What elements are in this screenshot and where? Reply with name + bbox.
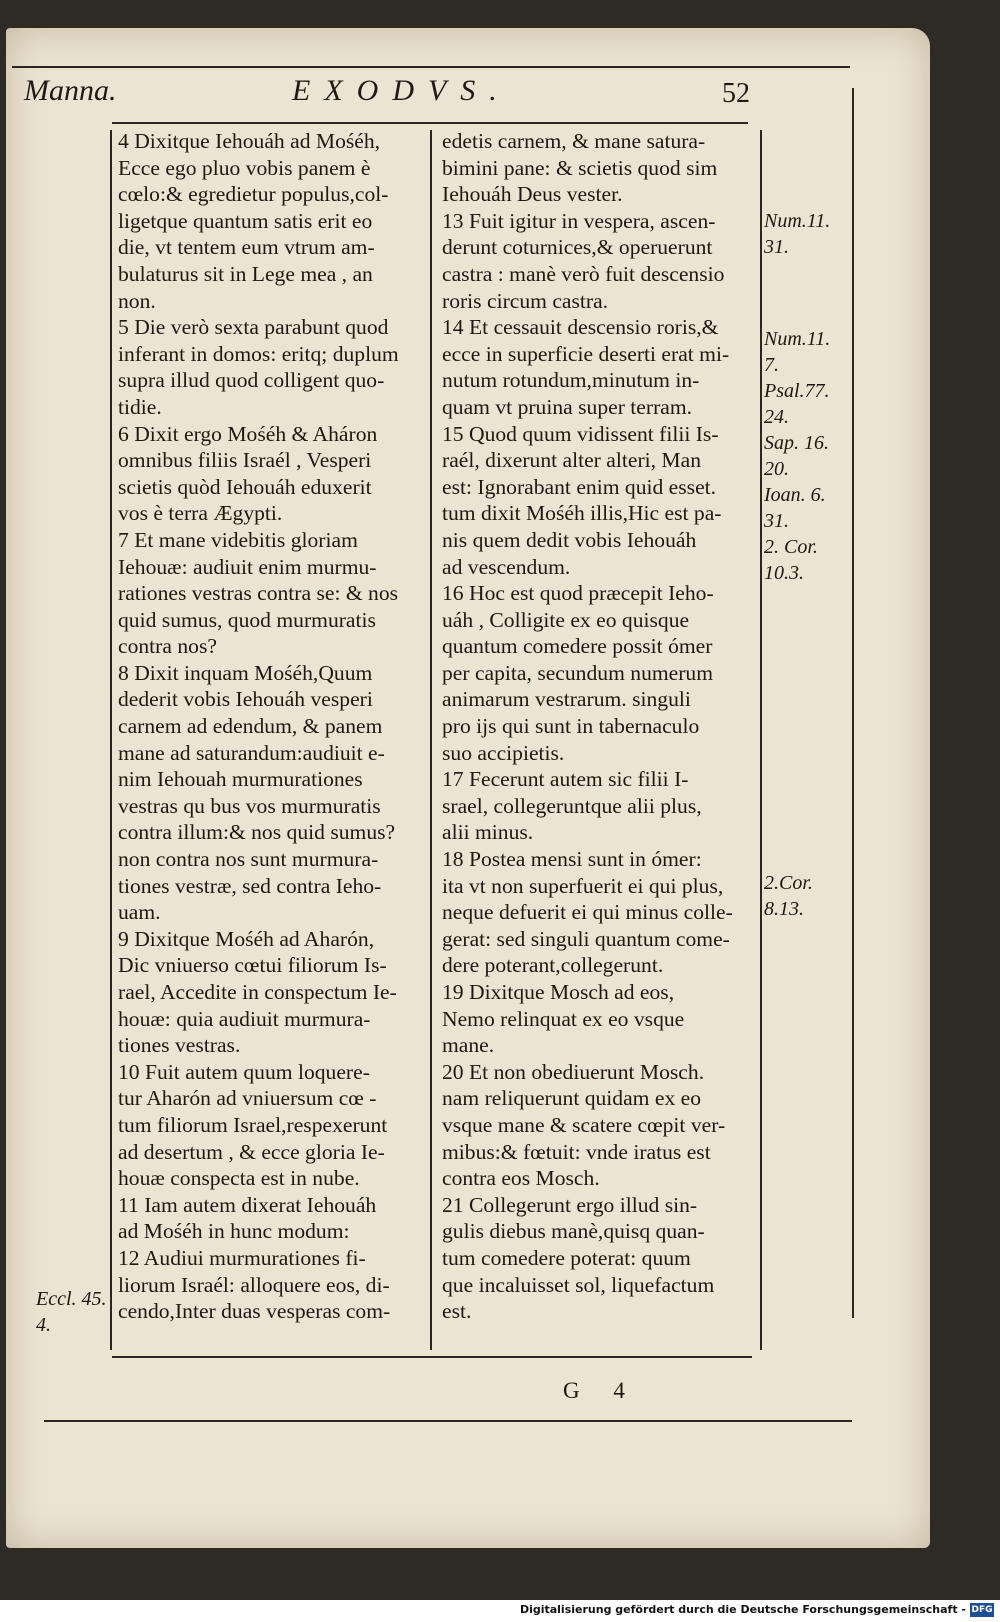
text-line: 18 Postea mensi sunt in ómer: xyxy=(442,847,702,872)
margin-note xyxy=(36,1286,107,1338)
margin-note-ref: Psal.77. xyxy=(764,380,830,402)
text-line: 8 Dixit inquam Mośéh,Quum xyxy=(118,660,373,685)
text-line: pro ijs qui sunt in tabernaculo xyxy=(442,714,700,739)
text-line: non. xyxy=(118,288,156,313)
margin-note xyxy=(764,870,813,922)
right-margin-rule xyxy=(760,130,762,1350)
signature-mark: G 4 xyxy=(563,1378,639,1403)
margin-note-ref: 2.Cor. xyxy=(764,872,813,894)
running-head-left: Manna. xyxy=(24,74,117,107)
text-line: 13 Fuit igitur in vespera, ascen- xyxy=(442,208,716,233)
text-line: 10 Fuit autem quum loquere- xyxy=(118,1059,370,1084)
margin-note-ref: 20. xyxy=(764,458,789,480)
text-line: ad Mośéh in hunc modum: xyxy=(118,1219,350,1244)
margin-note-ref: 31. xyxy=(764,236,789,258)
text-line: 5 Die verò sexta parabunt quod xyxy=(118,315,389,340)
text-line: tiones vestras. xyxy=(118,1033,241,1058)
text-line: dederit vobis Iehouáh vesperi xyxy=(118,687,373,712)
margin-note xyxy=(764,326,830,378)
text-line: 12 Audiui murmurationes fi- xyxy=(118,1245,366,1270)
margin-note-ref: Ioan. 6. xyxy=(764,484,826,506)
text-line: ligetque quantum satis erit eo xyxy=(118,208,373,233)
text-line: scietis quòd Iehouáh eduxerit xyxy=(118,474,372,499)
text-line: neque defuerit ei qui minus colle- xyxy=(442,900,733,925)
dfg-logo: DFG xyxy=(971,1605,993,1615)
text-line: non contra nos sunt murmura- xyxy=(118,847,379,872)
text-line: Dic vniuerso cœtui filiorum Is- xyxy=(118,953,387,978)
text-line: suo accipietis. xyxy=(442,740,565,765)
text-line: vestras qu bus vos murmuratis xyxy=(118,793,381,818)
text-line: rael, Accedite in conspectum Ie- xyxy=(118,980,397,1004)
text-line: roris circum castra. xyxy=(442,288,609,313)
text-line: 20 Et non obediuerunt Mosch. xyxy=(442,1059,705,1084)
text-line: contra illum:& nos quid sumus? xyxy=(118,820,396,845)
text-line: mibus:& fœtuit: vnde iratus est xyxy=(442,1139,711,1164)
text-line: 14 Et cessauit descensio roris,& xyxy=(442,315,719,340)
margin-note-ref: Sap. 16. xyxy=(764,432,829,454)
text-line: ecce in superficie deserti erat mi- xyxy=(442,341,730,366)
text-line: per capita, secundum numerum xyxy=(442,660,714,685)
text-line: que incaluisset sol, liquefactum xyxy=(442,1272,715,1297)
margin-note-ref: 7. xyxy=(764,354,779,376)
text-line: uam. xyxy=(118,900,161,925)
text-line: 4 Dixitque Iehouáh ad Mośéh, xyxy=(118,129,381,153)
text-line: rationes vestras contra se: & nos xyxy=(118,581,399,606)
margin-note-ref: 8.13. xyxy=(764,898,804,920)
running-head-title: EXODVS. xyxy=(292,74,511,107)
text-line: vos è terra Ægypti. xyxy=(118,501,283,526)
text-line: animarum vestrarum. singuli xyxy=(442,687,691,712)
text-line: Ecce ego pluo vobis panem è xyxy=(118,155,371,180)
page-number: 52 xyxy=(722,78,750,109)
text-line: Nemo relinquat ex eo vsque xyxy=(442,1006,685,1031)
margin-note-ref: Num.11. xyxy=(764,210,831,232)
text-line: 11 Iam autem dixerat Iehouáh xyxy=(118,1192,377,1217)
text-line: 9 Dixitque Mośéh ad Aharón, xyxy=(118,926,375,951)
text-line: dere poterant,collegerunt. xyxy=(442,953,664,978)
text-line: est: Ignorabant enim quid esset. xyxy=(442,474,717,499)
text-line: uáh , Colligite ex eo quisque xyxy=(442,607,690,632)
footer-credit: Digitalisierung gefördert durch die Deutsche Forschungsgemeinschaft - xyxy=(519,1603,966,1616)
text-line: tum dixit Mośéh illis,Hic est pa- xyxy=(442,501,722,526)
margin-note xyxy=(764,430,829,482)
text-bottom-rule xyxy=(112,1356,752,1358)
text-line: Iehouæ: audiuit enim murmu- xyxy=(118,554,377,579)
text-line: mane. xyxy=(442,1033,495,1058)
text-line: tiones vestræ, sed contra Ieho- xyxy=(118,873,382,898)
margin-note-ref: 4. xyxy=(36,1314,51,1336)
text-line: liorum Israél: alloquere eos, di- xyxy=(118,1272,390,1297)
text-line: contra nos? xyxy=(118,634,217,659)
text-line: supra illud quod colligent quo- xyxy=(118,368,385,393)
text-line: 19 Dixitque Mosch ad eos, xyxy=(442,980,675,1004)
text-line: cendo,Inter duas vesperas com- xyxy=(118,1299,391,1324)
text-line: alii minus. xyxy=(442,820,534,845)
text-line: derunt coturnices,& operuerunt xyxy=(442,235,713,260)
text-column-right xyxy=(442,128,747,1325)
margin-note xyxy=(764,208,830,260)
text-line: cœlo:& egredietur populus,col- xyxy=(118,182,389,207)
margin-note-ref: 24. xyxy=(764,406,789,428)
text-line: raél, dixerunt alter alteri, Man xyxy=(442,448,702,473)
text-line: omnibus filiis Israél , Vesperi xyxy=(118,448,372,473)
margin-note-ref: 10.3. xyxy=(764,562,804,584)
text-line: gulis diebus manè,quisq quan- xyxy=(442,1219,705,1244)
text-line: 7 Et mane videbitis gloriam xyxy=(118,527,358,552)
margin-note xyxy=(764,378,830,430)
outer-margin-rule xyxy=(852,88,854,1318)
column-divider xyxy=(430,130,432,1350)
text-line: contra eos Mosch. xyxy=(442,1166,600,1191)
text-line: carnem ad edendum, & panem xyxy=(118,714,383,739)
text-line: 15 Quod quum vidissent filii Is- xyxy=(442,421,719,446)
left-column-rule xyxy=(110,130,112,1350)
text-line: ita vt non superfuerit ei qui plus, xyxy=(442,873,724,898)
text-line: quantum comedere possit ómer xyxy=(442,634,713,659)
text-line: 6 Dixit ergo Mośéh & Aháron xyxy=(118,421,378,446)
text-line: nam reliquerunt quidam ex eo xyxy=(442,1086,702,1111)
text-line: houæ conspecta est in nube. xyxy=(118,1166,360,1191)
text-line: nutum rotundum,minutum in- xyxy=(442,368,700,393)
text-line: die, vt tentem eum vtrum am- xyxy=(118,235,375,260)
text-line: quam vt pruina super terram. xyxy=(442,394,693,419)
text-line: bimini pane: & scietis quod sim xyxy=(442,155,718,180)
text-line: gerat: sed singuli quantum come- xyxy=(442,926,730,951)
text-line: quid sumus, quod murmuratis xyxy=(118,607,376,632)
text-line: ad desertum , & ecce gloria Ie- xyxy=(118,1139,385,1164)
page-bottom-rule xyxy=(44,1420,852,1422)
text-line: tum filiorum Israel,respexerunt xyxy=(118,1112,388,1137)
header-top-rule xyxy=(12,66,850,68)
margin-note xyxy=(764,534,818,586)
text-line: 17 Fecerunt autem sic filii I- xyxy=(442,767,689,792)
footer-bar xyxy=(0,1600,1000,1622)
text-line: ad vescendum. xyxy=(442,554,571,579)
text-line: est. xyxy=(442,1299,472,1324)
text-line: nim Iehouah murmurationes xyxy=(118,767,363,792)
text-line: houæ: quia audiuit murmura- xyxy=(118,1006,371,1031)
text-line: 21 Collegerunt ergo illud sin- xyxy=(442,1192,698,1217)
margin-note-ref: Eccl. 45. xyxy=(36,1288,107,1310)
text-line: 16 Hoc est quod præcepit Ieho- xyxy=(442,581,714,606)
margin-note xyxy=(764,482,826,534)
text-line: vsque mane & scatere cœpit ver- xyxy=(442,1112,726,1137)
text-line: edetis carnem, & mane satura- xyxy=(442,129,706,153)
text-line: tur Aharón ad vniuersum cœ - xyxy=(118,1086,377,1111)
text-line: Iehouáh Deus vester. xyxy=(442,182,623,207)
margin-note-ref: 31. xyxy=(764,510,789,532)
margin-note-ref: Num.11. xyxy=(764,328,831,350)
text-line: tum comedere poterat: quum xyxy=(442,1245,691,1270)
text-column-left xyxy=(118,128,420,1325)
text-line: bulaturus sit in Lege mea , an xyxy=(118,261,373,286)
text-line: tidie. xyxy=(118,394,162,419)
margin-note-ref: 2. Cor. xyxy=(764,536,818,558)
text-line: mane ad saturandum:audiuit e- xyxy=(118,740,385,765)
header-bottom-rule xyxy=(112,122,748,124)
text-line: inferant in domos: eritq; duplum xyxy=(118,341,399,366)
text-line: srael, collegeruntque alii plus, xyxy=(442,793,702,818)
text-line: nis quem dedit vobis Iehouáh xyxy=(442,527,697,552)
text-line: castra : manè verò fuit descensio xyxy=(442,261,725,286)
